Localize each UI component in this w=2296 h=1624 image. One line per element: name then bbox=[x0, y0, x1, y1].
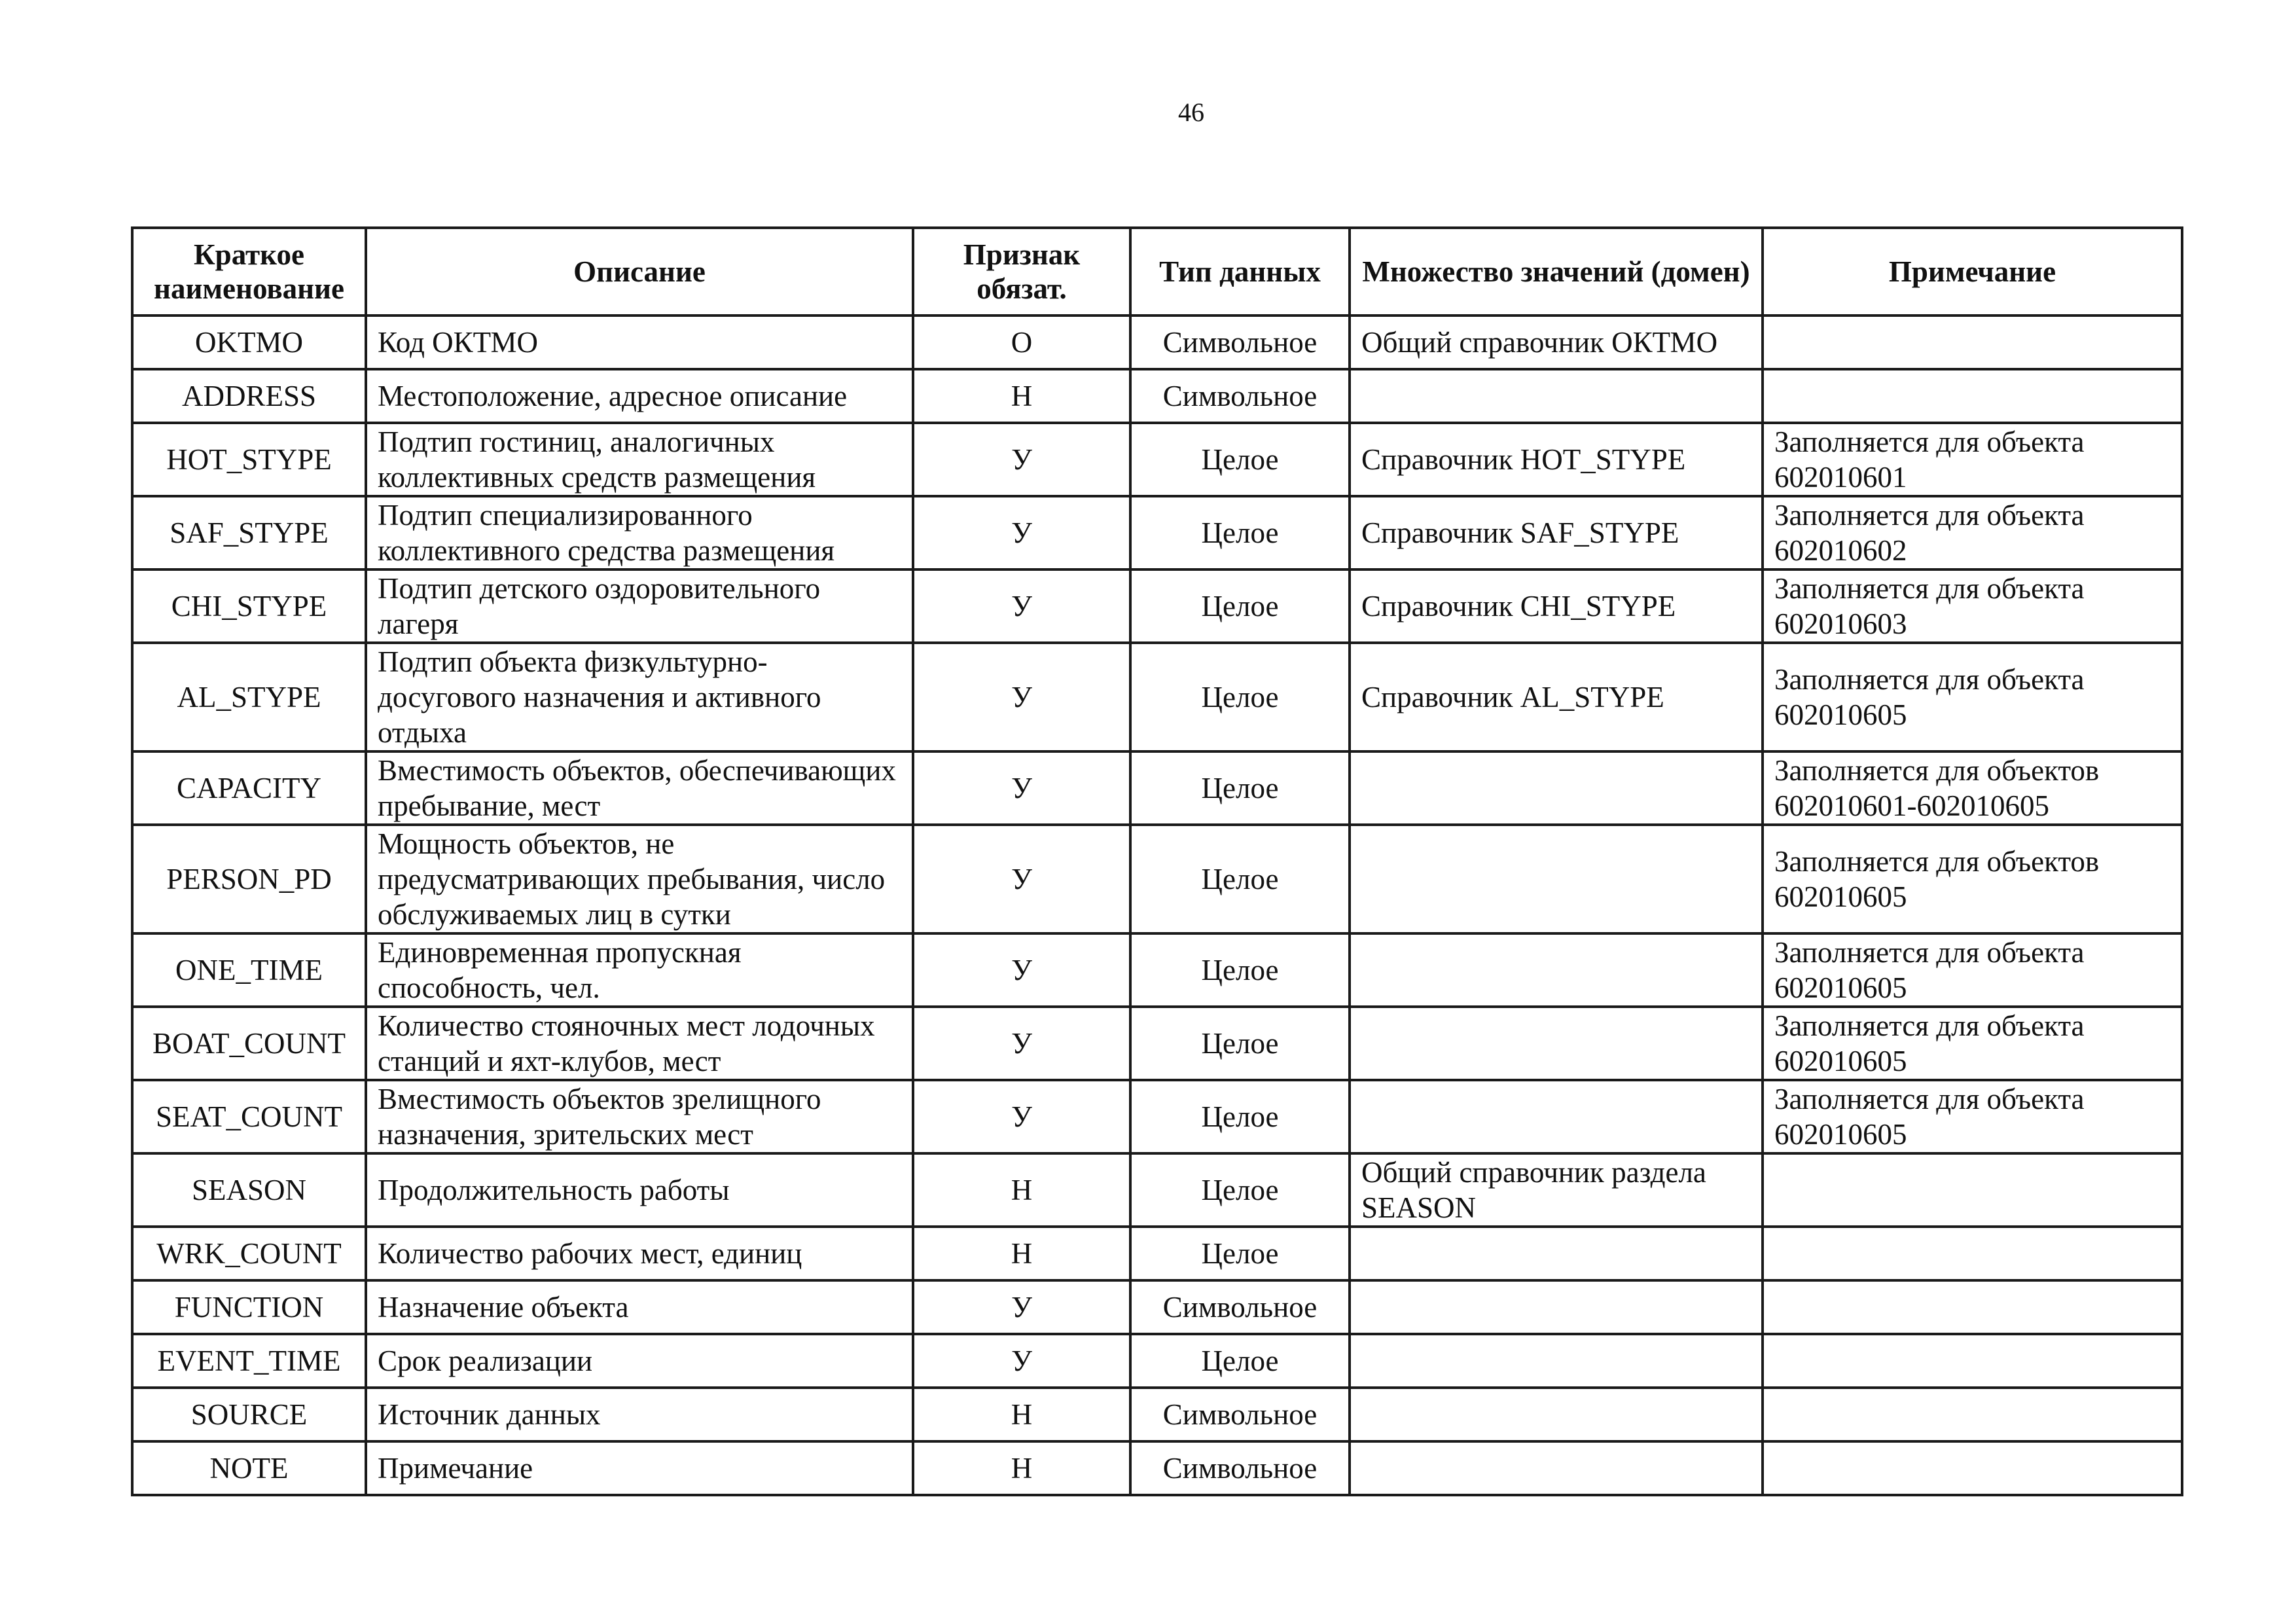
cell-data-type: Символьное bbox=[1130, 1280, 1350, 1334]
cell-data-type: Целое bbox=[1130, 569, 1350, 643]
header-short-name: Краткое наименование bbox=[132, 228, 366, 316]
cell-data-type: Символьное bbox=[1130, 316, 1350, 369]
table-row bbox=[132, 643, 2182, 751]
cell-value-domain: Справочник SAF_STYPE bbox=[1350, 496, 1763, 569]
table-row bbox=[132, 1080, 2182, 1153]
cell-note: Заполняется для объекта 602010605 bbox=[1763, 1080, 2182, 1153]
cell-required-flag: Н bbox=[913, 1388, 1130, 1441]
table-row bbox=[132, 751, 2182, 825]
cell-value-domain bbox=[1350, 369, 1763, 423]
table-row bbox=[132, 1388, 2182, 1441]
cell-required-flag: У bbox=[913, 825, 1130, 933]
cell-description: Мощность объектов, не предусматривающих пребывания, число обслуживаемых лиц в сутки bbox=[366, 825, 913, 933]
header-required-flag: Признак обязат. bbox=[913, 228, 1130, 316]
table-row bbox=[132, 369, 2182, 423]
table-row bbox=[132, 423, 2182, 496]
cell-value-domain bbox=[1350, 1334, 1763, 1388]
cell-required-flag: У bbox=[913, 751, 1130, 825]
attribute-table bbox=[131, 226, 2183, 1496]
cell-value-domain bbox=[1350, 825, 1763, 933]
cell-value-domain: Общий справочник раздела SEASON bbox=[1350, 1153, 1763, 1227]
cell-value-domain bbox=[1350, 1007, 1763, 1080]
cell-data-type: Целое bbox=[1130, 1334, 1350, 1388]
cell-short-name: WRK_COUNT bbox=[132, 1227, 366, 1280]
cell-short-name: CHI_STYPE bbox=[132, 569, 366, 643]
cell-short-name: ADDRESS bbox=[132, 369, 366, 423]
cell-note bbox=[1763, 1334, 2182, 1388]
cell-short-name: SEASON bbox=[132, 1153, 366, 1227]
cell-required-flag: У bbox=[913, 423, 1130, 496]
cell-required-flag: Н bbox=[913, 1227, 1130, 1280]
cell-data-type: Целое bbox=[1130, 933, 1350, 1007]
cell-short-name: SEAT_COUNT bbox=[132, 1080, 366, 1153]
cell-value-domain bbox=[1350, 751, 1763, 825]
cell-required-flag: У bbox=[913, 1080, 1130, 1153]
cell-description: Количество рабочих мест, единиц bbox=[366, 1227, 913, 1280]
table-row bbox=[132, 1007, 2182, 1080]
cell-data-type: Символьное bbox=[1130, 1388, 1350, 1441]
cell-note: Заполняется для объекта 602010601 bbox=[1763, 423, 2182, 496]
table-row bbox=[132, 496, 2182, 569]
cell-note bbox=[1763, 316, 2182, 369]
cell-short-name: OKTMO bbox=[132, 316, 366, 369]
cell-note bbox=[1763, 1280, 2182, 1334]
cell-required-flag: У bbox=[913, 1334, 1130, 1388]
cell-data-type: Целое bbox=[1130, 1080, 1350, 1153]
table-row bbox=[132, 1153, 2182, 1227]
cell-description: Подтип гостиниц, аналогичных коллективных средств размещения bbox=[366, 423, 913, 496]
cell-note: Заполняется для объектов 602010601-602010605 bbox=[1763, 751, 2182, 825]
cell-required-flag: У bbox=[913, 933, 1130, 1007]
cell-required-flag: Н bbox=[913, 1441, 1130, 1495]
cell-data-type: Целое bbox=[1130, 1007, 1350, 1080]
cell-short-name: EVENT_TIME bbox=[132, 1334, 366, 1388]
cell-description: Единовременная пропускная способность, чел. bbox=[366, 933, 913, 1007]
header-value-domain: Множество значений (домен) bbox=[1350, 228, 1763, 316]
cell-note: Заполняется для объекта 602010605 bbox=[1763, 1007, 2182, 1080]
cell-description: Вместимость объектов зрелищного назначения, зрительских мест bbox=[366, 1080, 913, 1153]
cell-short-name: ONE_TIME bbox=[132, 933, 366, 1007]
cell-description: Подтип специализированного коллективного средства размещения bbox=[366, 496, 913, 569]
table-row bbox=[132, 825, 2182, 933]
header-note: Примечание bbox=[1763, 228, 2182, 316]
cell-data-type: Целое bbox=[1130, 825, 1350, 933]
cell-required-flag: О bbox=[913, 316, 1130, 369]
cell-required-flag: У bbox=[913, 1007, 1130, 1080]
cell-short-name: BOAT_COUNT bbox=[132, 1007, 366, 1080]
cell-short-name: FUNCTION bbox=[132, 1280, 366, 1334]
cell-description: Местоположение, адресное описание bbox=[366, 369, 913, 423]
table-row bbox=[132, 1227, 2182, 1280]
cell-note bbox=[1763, 1388, 2182, 1441]
cell-data-type: Целое bbox=[1130, 1153, 1350, 1227]
cell-required-flag: Н bbox=[913, 1153, 1130, 1227]
cell-description: Вместимость объектов, обеспечивающих пребывание, мест bbox=[366, 751, 913, 825]
cell-note bbox=[1763, 1227, 2182, 1280]
cell-note bbox=[1763, 1153, 2182, 1227]
cell-required-flag: У bbox=[913, 496, 1130, 569]
cell-short-name: HOT_STYPE bbox=[132, 423, 366, 496]
cell-note: Заполняется для объекта 602010605 bbox=[1763, 643, 2182, 751]
cell-description: Примечание bbox=[366, 1441, 913, 1495]
cell-note: Заполняется для объекта 602010602 bbox=[1763, 496, 2182, 569]
page-number: 46 bbox=[1178, 98, 1204, 127]
cell-required-flag: Н bbox=[913, 369, 1130, 423]
cell-short-name: PERSON_PD bbox=[132, 825, 366, 933]
cell-short-name: CAPACITY bbox=[132, 751, 366, 825]
cell-description: Подтип детского оздоровительного лагеря bbox=[366, 569, 913, 643]
cell-value-domain: Справочник AL_STYPE bbox=[1350, 643, 1763, 751]
cell-note: Заполняется для объекта 602010605 bbox=[1763, 933, 2182, 1007]
cell-value-domain bbox=[1350, 1441, 1763, 1495]
cell-data-type: Целое bbox=[1130, 751, 1350, 825]
cell-data-type: Целое bbox=[1130, 1227, 1350, 1280]
cell-value-domain: Общий справочник ОКТМО bbox=[1350, 316, 1763, 369]
cell-description: Количество стояночных мест лодочных станций и яхт-клубов, мест bbox=[366, 1007, 913, 1080]
cell-required-flag: У bbox=[913, 643, 1130, 751]
cell-note: Заполняется для объектов 602010605 bbox=[1763, 825, 2182, 933]
cell-note: Заполняется для объекта 602010603 bbox=[1763, 569, 2182, 643]
cell-description: Продолжительность работы bbox=[366, 1153, 913, 1227]
table-row bbox=[132, 1441, 2182, 1495]
cell-short-name: SOURCE bbox=[132, 1388, 366, 1441]
cell-short-name: NOTE bbox=[132, 1441, 366, 1495]
cell-required-flag: У bbox=[913, 569, 1130, 643]
cell-data-type: Целое bbox=[1130, 643, 1350, 751]
cell-required-flag: У bbox=[913, 1280, 1130, 1334]
cell-value-domain bbox=[1350, 1280, 1763, 1334]
header-description: Описание bbox=[366, 228, 913, 316]
cell-description: Срок реализации bbox=[366, 1334, 913, 1388]
cell-value-domain: Справочник HOT_STYPE bbox=[1350, 423, 1763, 496]
table-row bbox=[132, 933, 2182, 1007]
cell-data-type: Целое bbox=[1130, 423, 1350, 496]
table-row bbox=[132, 1334, 2182, 1388]
cell-data-type: Символьное bbox=[1130, 369, 1350, 423]
cell-short-name: SAF_STYPE bbox=[132, 496, 366, 569]
cell-data-type: Символьное bbox=[1130, 1441, 1350, 1495]
table-row bbox=[132, 316, 2182, 369]
cell-description: Назначение объекта bbox=[366, 1280, 913, 1334]
table-row bbox=[132, 569, 2182, 643]
cell-value-domain bbox=[1350, 1080, 1763, 1153]
cell-short-name: AL_STYPE bbox=[132, 643, 366, 751]
cell-note bbox=[1763, 1441, 2182, 1495]
cell-description: Подтип объекта физкультурно-досугового назначения и активного отдыха bbox=[366, 643, 913, 751]
cell-value-domain bbox=[1350, 933, 1763, 1007]
header-data-type: Тип данных bbox=[1130, 228, 1350, 316]
table-header-row bbox=[132, 228, 2182, 316]
cell-description: Источник данных bbox=[366, 1388, 913, 1441]
cell-value-domain: Справочник CHI_STYPE bbox=[1350, 569, 1763, 643]
cell-note bbox=[1763, 369, 2182, 423]
cell-description: Код ОКТМО bbox=[366, 316, 913, 369]
cell-value-domain bbox=[1350, 1227, 1763, 1280]
table-row bbox=[132, 1280, 2182, 1334]
cell-data-type: Целое bbox=[1130, 496, 1350, 569]
cell-value-domain bbox=[1350, 1388, 1763, 1441]
